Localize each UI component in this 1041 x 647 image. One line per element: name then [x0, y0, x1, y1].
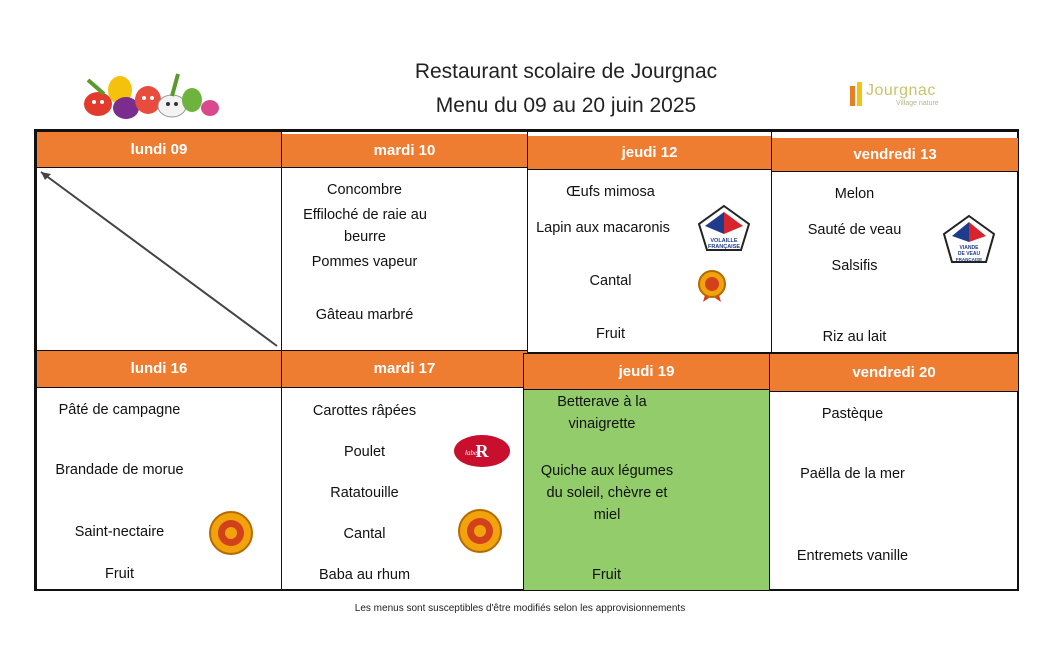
menu-item: Gâteau marbré	[315, 307, 414, 323]
day-cell	[281, 131, 528, 351]
menu-item: Cantal	[589, 273, 632, 289]
menu-item: Quiche aux légumes du soleil, chèvre et miel	[540, 463, 674, 523]
menu-item: Baba au rhum	[318, 567, 411, 583]
day-cell	[769, 353, 1019, 591]
viande-veau-francaise-badge-icon	[940, 214, 998, 266]
menu-item: Saint-nectaire	[74, 524, 165, 540]
svg-text:VOLAILLE: VOLAILLE	[710, 238, 738, 244]
svg-text:DE VEAU: DE VEAU	[957, 251, 981, 257]
svg-text:FRANÇAISE: FRANÇAISE	[955, 257, 983, 262]
empty-day-diagonal	[37, 168, 283, 352]
menu-item: Poulet	[343, 444, 386, 460]
day-cell	[36, 350, 282, 591]
svg-text:FRANÇAISE: FRANÇAISE	[707, 244, 741, 250]
label-rouge-badge-icon	[452, 433, 512, 469]
svg-text:label: label	[465, 449, 479, 457]
menu-item: Fruit	[592, 567, 621, 583]
day-header: lundi 16	[37, 351, 281, 388]
footer-note: Les menus sont susceptibles d'être modifiés selon les approvisionnements	[354, 603, 686, 614]
menu-item: Concombre	[327, 182, 402, 198]
menu-item: Œufs mimosa	[566, 184, 655, 200]
menu-item: Paëlla de la mer	[800, 466, 905, 482]
menu-grid	[34, 129, 1019, 591]
menu-item: Riz au lait	[822, 329, 887, 345]
menu-item: Sauté de veau	[807, 222, 902, 238]
aop-seal-icon	[208, 510, 254, 556]
menu-item: Pâté de campagne	[58, 402, 181, 418]
menu-item: Fruit	[105, 566, 134, 582]
town-logo-subtitle: Village nature	[896, 100, 939, 107]
page-title: Restaurant scolaire de Jourgnac	[414, 60, 718, 83]
vegetables-logo-icon	[68, 60, 228, 126]
menu-item: Ratatouille	[330, 485, 399, 501]
menu-item: Melon	[834, 186, 875, 202]
svg-text:R: R	[475, 441, 489, 461]
menu-item: Entremets vanille	[796, 548, 909, 564]
menu-item: Brandade de morue	[55, 462, 184, 478]
day-cell	[771, 131, 1019, 353]
menu-item: Betterave à la vinaigrette	[557, 394, 647, 432]
day-header: vendredi 20	[770, 354, 1018, 392]
volaille-francaise-badge-icon	[695, 204, 753, 252]
menu-item: Cantal	[343, 526, 386, 542]
menu-item: Pommes vapeur	[311, 254, 418, 270]
menu-item: Lapin aux macaronis	[536, 220, 670, 236]
day-cell-highlighted	[523, 353, 770, 591]
menu-item: Effiloché de raie au beurre	[303, 207, 427, 245]
day-header: mardi 10	[282, 134, 527, 168]
menu-item: Pastèque	[821, 406, 884, 422]
menu-item: Salsifis	[831, 258, 878, 274]
day-header: mardi 17	[282, 351, 527, 388]
day-header: vendredi 13	[772, 138, 1018, 172]
day-header: lundi 09	[37, 132, 281, 168]
town-logo-text: Jourgnac	[866, 82, 936, 99]
day-header: jeudi 19	[524, 354, 769, 390]
page-subtitle: Menu du 09 au 20 juin 2025	[435, 94, 697, 117]
menu-item: Fruit	[596, 326, 625, 342]
menu-item: Carottes râpées	[312, 403, 417, 419]
day-cell	[527, 131, 772, 353]
day-cell	[281, 350, 528, 591]
day-cell	[36, 131, 282, 351]
aop-seal-icon	[457, 508, 503, 554]
svg-text:VIANDE: VIANDE	[959, 245, 979, 251]
aop-seal-icon	[697, 269, 727, 303]
day-header: jeudi 12	[528, 136, 771, 170]
